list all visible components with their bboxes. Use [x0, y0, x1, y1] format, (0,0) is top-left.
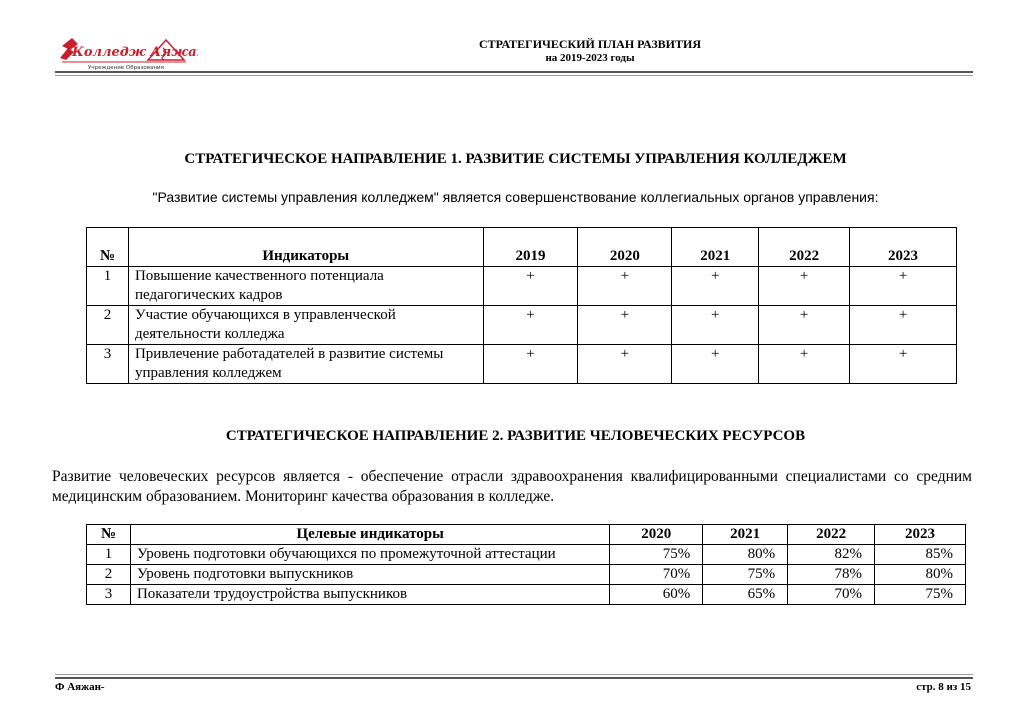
percent-value: 70%: [610, 565, 703, 585]
year-mark: +: [850, 306, 957, 345]
column-header-indicators: Индикаторы: [128, 228, 483, 267]
indicator-name: Привлечение работадателей в развитие системы управления колледжем: [128, 345, 483, 384]
table-row: [87, 267, 957, 306]
percent-value: 75%: [875, 585, 966, 605]
year-mark: +: [672, 267, 759, 306]
table-row: [87, 565, 966, 585]
indicator-name: Повышение качественного потенциала педагогических кадров: [128, 267, 483, 306]
column-header-2021: 2021: [703, 525, 788, 545]
indicator-name: Уровень подготовки обучающихся по промежуточной аттестации: [130, 545, 609, 565]
form-code: Ф Аяжан-: [55, 681, 105, 693]
column-header-number: №: [87, 228, 129, 267]
svg-text:Колледж Аяжан: Колледж Аяжан: [72, 45, 198, 60]
column-header-2023: 2023: [850, 228, 957, 267]
column-header-target-indicators: Целевые индикаторы: [130, 525, 609, 545]
year-mark: +: [578, 345, 672, 384]
table-row: [87, 345, 957, 384]
year-mark: +: [578, 267, 672, 306]
column-header-number: №: [87, 525, 131, 545]
percent-value: 80%: [875, 565, 966, 585]
year-mark: +: [483, 306, 578, 345]
year-mark: +: [850, 267, 957, 306]
section2-intro: Развитие человеческих ресурсов является - обеспечение отрасли здравоохранения квалифицированными специалистами со средним медицинским образованием. Мониторинг качества образования в колледже.: [52, 468, 972, 505]
section2-heading: СТРАТЕГИЧЕСКОЕ НАПРАВЛЕНИЕ 2. РАЗВИТИЕ ЧЕЛОВЕЧЕСКИХ РЕСУРСОВ: [225, 428, 806, 444]
page-number: стр. 8 из 15: [916, 681, 971, 693]
indicator-name: Уровень подготовки выпускников: [130, 565, 609, 585]
header-divider: [55, 71, 973, 73]
row-number: 1: [87, 267, 129, 306]
indicators-table: [86, 227, 957, 384]
percent-value: 70%: [788, 585, 875, 605]
footer-divider: [55, 677, 973, 679]
year-mark: +: [759, 345, 850, 384]
percent-value: 60%: [610, 585, 703, 605]
svg-text:Учреждение Образования: Учреждение Образования: [88, 65, 164, 71]
column-header-2022: 2022: [788, 525, 875, 545]
college-logo: [58, 34, 198, 72]
year-mark: +: [850, 345, 957, 384]
column-header-2023: 2023: [875, 525, 966, 545]
percent-value: 85%: [875, 545, 966, 565]
section1-heading: СТРАТЕГИЧЕСКОЕ НАПРАВЛЕНИЕ 1. РАЗВИТИЕ СИСТЕМЫ УПРАВЛЕНИЯ КОЛЛЕДЖЕМ: [184, 151, 847, 167]
footer-divider-thin: [55, 674, 973, 675]
column-header-2022: 2022: [759, 228, 850, 267]
percent-value: 75%: [703, 565, 788, 585]
row-number: 1: [87, 545, 131, 565]
document-subtitle: на 2019-2023 годы: [545, 52, 635, 64]
table-header-row: [87, 525, 966, 545]
year-mark: +: [672, 306, 759, 345]
percent-value: 80%: [703, 545, 788, 565]
target-indicators-table: [86, 524, 966, 605]
year-mark: +: [672, 345, 759, 384]
year-mark: +: [483, 345, 578, 384]
column-header-2020: 2020: [578, 228, 672, 267]
percent-value: 75%: [610, 545, 703, 565]
row-number: 3: [87, 345, 129, 384]
table-row: [87, 585, 966, 605]
indicator-name: Показатели трудоустройства выпускников: [130, 585, 609, 605]
header-divider-thin: [55, 75, 973, 76]
indicator-name: Участие обучающихся в управленческой деятельности колледжа: [128, 306, 483, 345]
row-number: 2: [87, 565, 131, 585]
table-row: [87, 306, 957, 345]
column-header-2021: 2021: [672, 228, 759, 267]
row-number: 2: [87, 306, 129, 345]
document-title: СТРАТЕГИЧЕСКИЙ ПЛАН РАЗВИТИЯ: [478, 37, 701, 51]
year-mark: +: [578, 306, 672, 345]
year-mark: +: [759, 306, 850, 345]
percent-value: 82%: [788, 545, 875, 565]
column-header-2020: 2020: [610, 525, 703, 545]
column-header-2019: 2019: [483, 228, 578, 267]
percent-value: 65%: [703, 585, 788, 605]
year-mark: +: [759, 267, 850, 306]
row-number: 3: [87, 585, 131, 605]
year-mark: +: [483, 267, 578, 306]
section1-intro: "Развитие системы управления колледжем" является совершенствование коллегиальных органов управления:: [152, 189, 879, 205]
percent-value: 78%: [788, 565, 875, 585]
table-row: [87, 545, 966, 565]
table-header-row: [87, 228, 957, 267]
